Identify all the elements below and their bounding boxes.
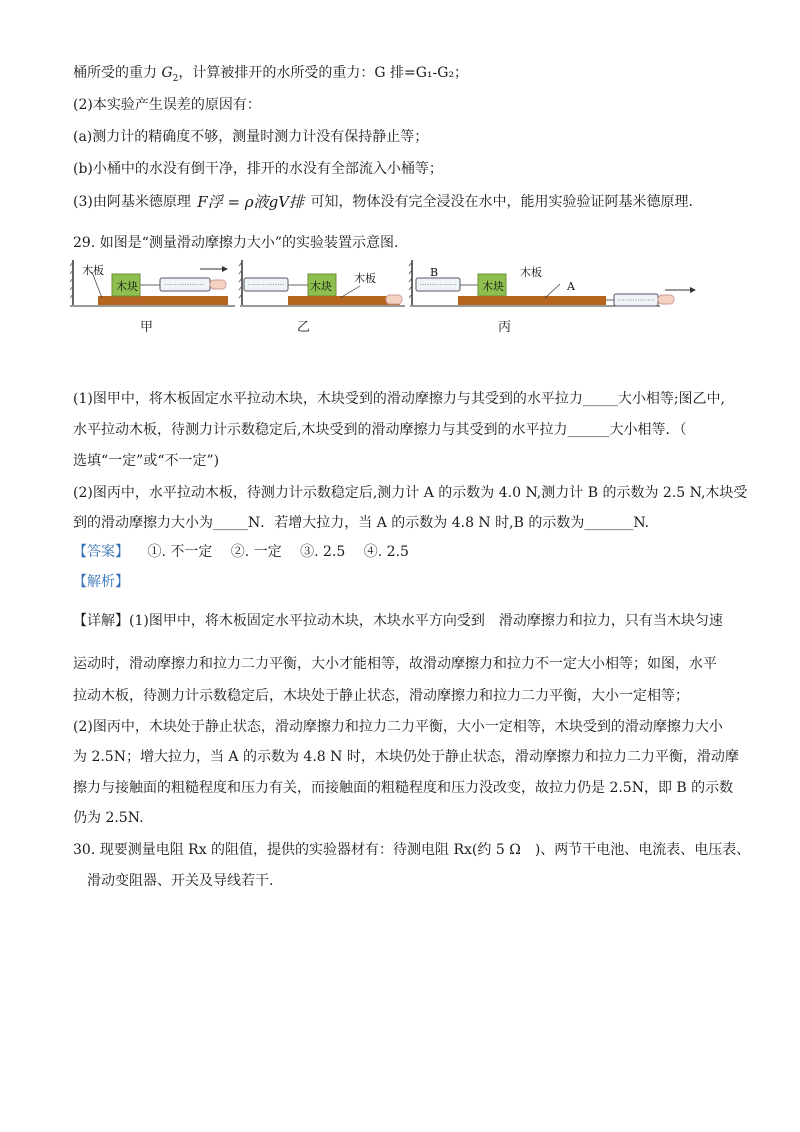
label-block-yi: 木块 xyxy=(310,280,332,293)
formula-g-pai: G 排=G₁-G₂； xyxy=(374,65,469,81)
text: 桶所受的重力 xyxy=(73,65,162,81)
friction-experiment-figure xyxy=(70,260,730,340)
q29-part1-line3: 选填“一定”或“不一定”) xyxy=(73,453,220,469)
label-block-bing: 木块 xyxy=(482,280,504,293)
text: (3)由阿基米德原理 xyxy=(73,194,191,210)
label-b: B xyxy=(430,266,439,279)
label-a: A xyxy=(567,280,575,293)
caption-jia: 甲 xyxy=(140,320,154,335)
answer-label: 【答案】 xyxy=(73,544,129,560)
analysis-label: 【解析】 xyxy=(73,574,129,590)
q29-part2-line2: 到的滑动摩擦力大小为_____N．若增大拉力，当 A 的示数为 4.8 N 时,B 的示数为_______N. xyxy=(73,515,650,531)
caption-yi: 乙 xyxy=(297,320,311,335)
q29-part1-line2: 水平拉动木板，待测力计示数稳定后,木块受到的滑动摩擦力与其受到的水平拉力______大小相等．（ xyxy=(73,422,687,438)
label-board-yi: 木板 xyxy=(354,272,376,285)
label-board-jia: 木板 xyxy=(82,264,104,277)
detail-line-6: 擦力与接触面的粗糙程度和压力有关，而接触面的粗糙程度和压力没改变，故拉力仍是 2.5N，即 B 的示数 xyxy=(73,780,734,796)
text: 可知，物体没有完全浸没在水中，能用实验验证阿基米德原理. xyxy=(310,194,693,210)
prev-line-1: 桶所受的重力 $G_2$，计算被排开的水所受的重力：G 排=G₁-G₂； xyxy=(73,65,469,84)
reason-a: (a)测力计的精确度不够，测量时测力计没有保持静止等； xyxy=(73,129,429,145)
setup-bing xyxy=(409,260,696,306)
caption-bing: 丙 xyxy=(498,320,512,335)
q29-part1-line1: (1)图甲中，将木板固定水平拉动木块，木块受到的滑动摩擦力与其受到的水平拉力_____大小相等;图乙中, xyxy=(73,391,725,407)
label-board-bing: 木板 xyxy=(520,266,542,279)
detail-line-4: (2)图丙中，木块处于静止状态，滑动摩擦力和拉力二力平衡，大小一定相等，木块受到的滑动摩擦力大小 xyxy=(73,719,723,735)
answer-line xyxy=(73,542,409,562)
q29-title: 29. 如图是“测量滑动摩擦力大小”的实验装置示意图. xyxy=(73,235,399,251)
reason-b: (b)小桶中的水没有倒干净，排开的水没有全部流入小桶等； xyxy=(73,161,443,177)
answer-text: ①. 不一定 ②. 一定 ③. 2.5 ④. 2.5 xyxy=(147,544,409,560)
detail-line-1: 【详解】(1)图甲中，将木板固定水平拉动木块，木块水平方向受到 滑动摩擦力和拉力，只有当木块匀速 xyxy=(73,613,723,629)
q30-line-2: 滑动变阻器、开关及导线若干. xyxy=(73,873,274,889)
archimedes-formula: F浮 = ρ液gV排 xyxy=(197,193,305,211)
q29-part2-line1: (2)图丙中，水平拉动木板，待测力计示数稳定后,测力计 A 的示数为 4.0 N,测力计 B 的示数为 2.5 N,木块受 xyxy=(73,485,748,501)
q30-line-1: 30. 现要测量电阻 Rx 的阻值，提供的实验器材有：待测电阻 Rx(约 5 Ω )、两节干电池、电流表、电压表、 xyxy=(73,842,751,858)
text: ，计算被排开的水所受的重力： xyxy=(178,65,375,81)
var-g2: G xyxy=(161,65,173,81)
detail-line-7: 仍为 2.5N. xyxy=(73,810,144,826)
detail-line-5: 为 2.5N；增大拉力，当 A 的示数为 4.8 N 时，木块仍处于静止状态，滑动摩擦力和拉力二力平衡，滑动摩 xyxy=(73,749,739,765)
label-block-jia: 木块 xyxy=(116,280,138,293)
detail-line-2: 运动时，滑动摩擦力和拉力二力平衡，大小才能相等，故滑动摩擦力和拉力不一定大小相等；如图，水平 xyxy=(73,656,717,672)
reason-c xyxy=(73,192,693,212)
detail-line-3: 拉动木板，待测力计示数稳定后，木块处于静止状态，滑动摩擦力和拉力二力平衡，大小一定相等； xyxy=(73,688,689,704)
reason-title: (2)本实验产生误差的原因有： xyxy=(73,97,261,113)
